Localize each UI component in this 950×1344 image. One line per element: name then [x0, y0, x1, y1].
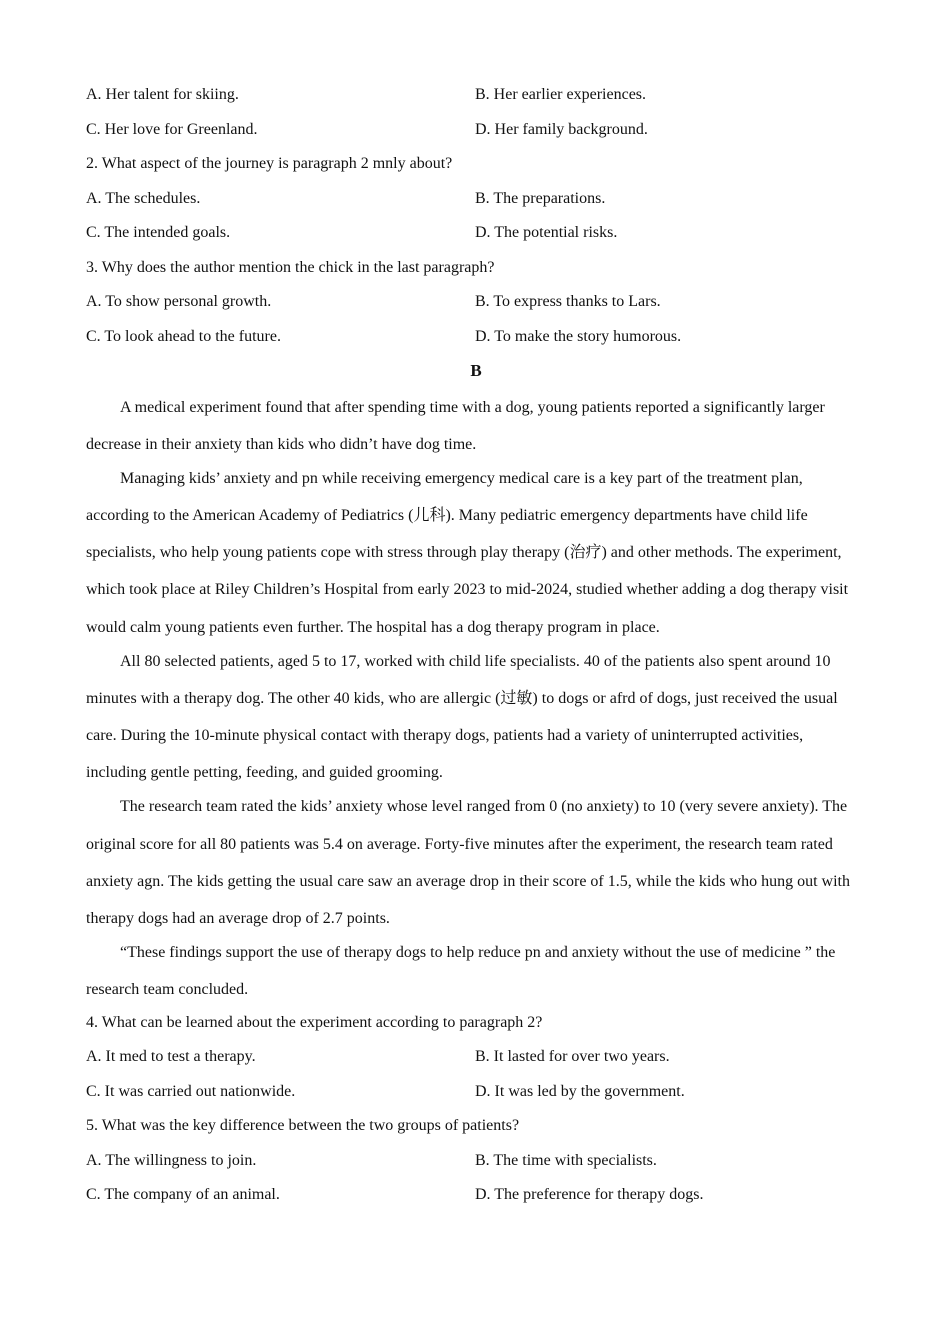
- q1-option-a: A. Her talent for skiing.: [86, 86, 239, 104]
- q1-options-row-1: [86, 78, 866, 113]
- q1-option-d: D. Her family background.: [475, 120, 648, 138]
- passage-paragraph-3: All 80 selected patients, aged 5 to 17, worked with child life specialists. 40 of the patients also spent around 10 minutes with a therapy dog. The other 40 kids, who are allergic (过敏) to dogs or afrd of dogs, just received the usual care. During the 10-minute physical contact with therapy dogs, patients had a variety of uninterrupted activities, including gentle petting, feeding, and guided grooming.: [86, 652, 838, 782]
- q4-option-b: B. It lasted for over two years.: [475, 1048, 670, 1066]
- q3-options-row-1: [86, 285, 866, 320]
- q2-options-row-2: [86, 216, 866, 251]
- q2-option-d: D. The potential risks.: [475, 224, 618, 242]
- q3-option-b: B. To express thanks to Lars.: [475, 293, 661, 311]
- q3-question: 3. Why does the author mention the chick in the last paragraph?: [86, 258, 495, 276]
- passage-paragraph-4: The research team rated the kids’ anxiety whose level ranged from 0 (no anxiety) to 10 (very severe anxiety). The original score for all 80 patients was 5.4 on average. Forty-five minutes after the experiment, the research team rated anxiety agn. The kids getting the usual care saw an average drop in their score of 1.5, while the kids who hung out with therapy dogs had an average drop of 2.7 points.: [86, 798, 850, 928]
- q2-question: 2. What aspect of the journey is paragraph 2 mnly about?: [86, 155, 453, 173]
- q4-option-c: C. It was carried out nationwide.: [86, 1082, 296, 1100]
- q2-option-a: A. The schedules.: [86, 189, 201, 207]
- q4-option-a: A. It med to test a therapy.: [86, 1048, 256, 1066]
- exam-page: [86, 78, 866, 1212]
- passage-paragraph-1: A medical experiment found that after spending time with a dog, young patients reported a significantly larger decrease in their anxiety than kids who didn’t have dog time.: [86, 398, 825, 453]
- q3-option-a: A. To show personal growth.: [86, 293, 272, 311]
- q1-option-c: C. Her love for Greenland.: [86, 120, 258, 138]
- q4-options-row-2: [86, 1074, 866, 1109]
- section-b-heading: B: [470, 361, 482, 381]
- q3-option-d: D. To make the story humorous.: [475, 327, 682, 345]
- q4-option-d: D. It was led by the government.: [475, 1082, 685, 1100]
- q5-question: 5. What was the key difference between the two groups of patients?: [86, 1117, 520, 1135]
- q5-options-row-1: [86, 1143, 866, 1178]
- q5-option-d: D. The preference for therapy dogs.: [475, 1186, 704, 1204]
- q2-option-c: C. The intended goals.: [86, 224, 231, 242]
- q5-option-b: B. The time with specialists.: [475, 1151, 657, 1169]
- passage-paragraph-5: “These findings support the use of therapy dogs to help reduce pn and anxiety without the use of medicine ” the research team concluded.: [86, 944, 836, 999]
- q1-option-b: B. Her earlier experiences.: [475, 86, 647, 104]
- q4-options-row-1: [86, 1040, 866, 1075]
- q3-option-c: C. To look ahead to the future.: [86, 327, 281, 345]
- q5-options-row-2: [86, 1178, 866, 1213]
- q4-question: 4. What can be learned about the experiment according to paragraph 2?: [86, 1013, 543, 1031]
- q2-options-row-1: [86, 182, 866, 217]
- passage-paragraph-2: Managing kids’ anxiety and pn while receiving emergency medical care is a key part of the treatment plan, according to the American Academy of Pediatrics (儿科). Many pediatric emergency departments have child life specialists, who help young patients cope with stress through play therapy (治疗) and other methods. The experiment, which took place at Riley Children’s Hospital from early 2023 to mid-2024, studied whether adding a dog therapy visit would calm young patients even further. The hospital has a dog therapy program in place.: [86, 469, 849, 636]
- q1-options-row-2: [86, 113, 866, 148]
- q5-option-c: C. The company of an animal.: [86, 1186, 280, 1204]
- passage-b: [86, 389, 866, 1009]
- q2-option-b: B. The preparations.: [475, 189, 606, 207]
- q5-option-a: A. The willingness to join.: [86, 1151, 257, 1169]
- q3-options-row-2: [86, 320, 866, 355]
